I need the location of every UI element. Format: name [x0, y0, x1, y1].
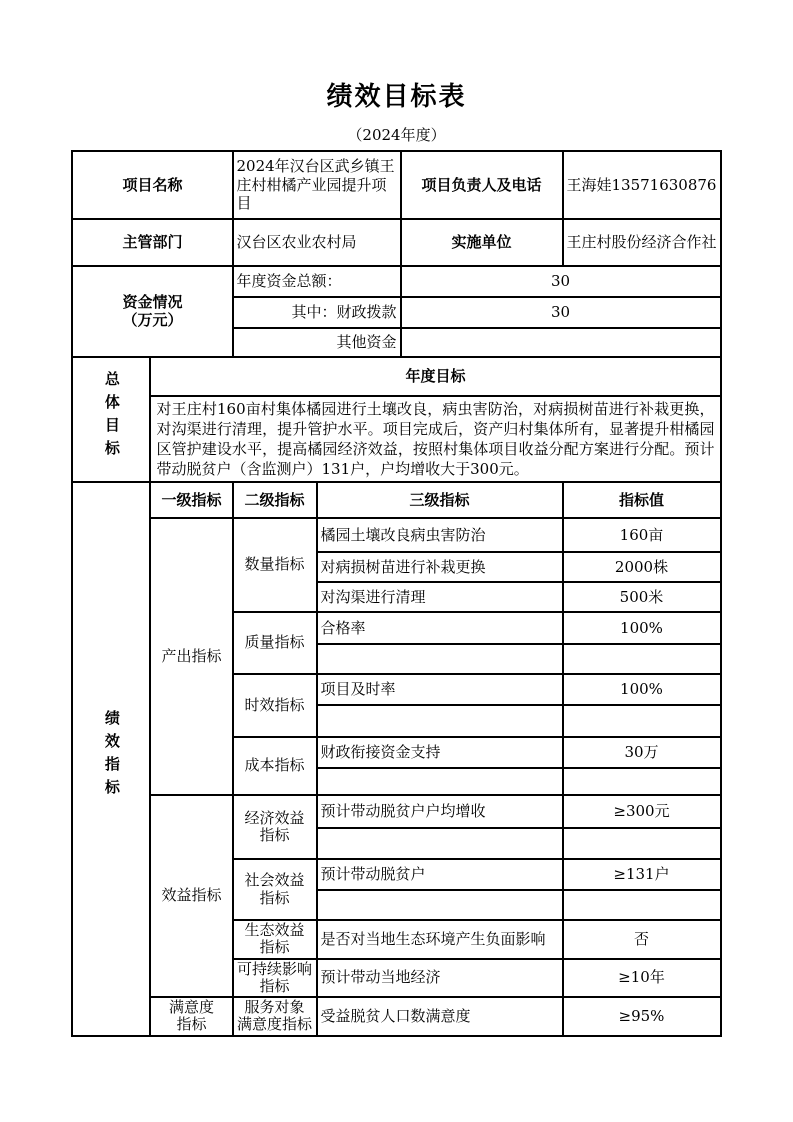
indicator-value: 160亩 — [563, 518, 721, 552]
level2-timeliness — [233, 674, 317, 737]
indicator-name: 是否对当地生态环境产生负面影响 — [317, 920, 563, 959]
indicator-name — [317, 705, 563, 737]
table-row — [72, 151, 720, 219]
indicator-name: 预计带动脱贫户户均增收 — [317, 795, 563, 828]
indicator-name: 预计带动当地经济 — [317, 959, 563, 998]
annual-goal-content: 对王庄村160亩村集体橘园进行土壤改良，病虫害防治，对病损树苗进行补栽更换，对沟渠进行清理，提升管护水平。项目完成后，资产归村集体所有，显著提升柑橘园区管护建设水平，提高橘园经济效益，按照村集体项目收益分配方案进行分配。预计带动脱贫户（含监测户）131户，户均增收大于300元。 — [150, 396, 720, 482]
level1-satisfaction-line2: 指标 — [176, 1015, 207, 1034]
funding-total-label: 年度资金总额： — [233, 266, 401, 297]
level2-timeliness-line1: 时效指标 — [244, 695, 305, 714]
funding-other-label: 其他资金 — [233, 328, 401, 357]
indicator-value: 30万 — [563, 737, 721, 768]
level1-output — [150, 518, 232, 795]
indicator-name: 对病损树苗进行补栽更换 — [317, 552, 563, 582]
level2-ecological — [233, 920, 317, 959]
indicator-name — [317, 890, 563, 920]
level1-benefit — [150, 795, 232, 997]
level2-social-line1: 社会效益 — [244, 871, 305, 890]
indicator-name — [317, 644, 563, 674]
indicators-label-text: 绩效指标 — [102, 710, 121, 803]
indicator-name: 橘园土壤改良病虫害防治 — [317, 518, 563, 552]
level2-quality — [233, 612, 317, 674]
header-level2: 二级指标 — [233, 482, 317, 518]
indicator-name — [317, 768, 563, 795]
performance-target-table — [71, 150, 721, 1037]
annual-goal-header: 年度目标 — [150, 357, 720, 396]
overall-goal-label — [72, 357, 150, 482]
level2-ecological-line1: 生态效益 — [244, 921, 305, 939]
funding-label-line2: （万元） — [122, 310, 183, 329]
department-label: 主管部门 — [72, 219, 232, 266]
level2-service-satisfaction-line1: 服务对象 — [244, 998, 305, 1016]
indicator-value: 2000株 — [563, 552, 721, 582]
department-value: 汉台区农业农村局 — [233, 219, 401, 266]
indicator-name: 财政衔接资金支持 — [317, 737, 563, 768]
level2-sustainable — [233, 959, 317, 998]
indicator-value: ≥10年 — [563, 959, 721, 998]
header-level3: 三级指标 — [317, 482, 563, 518]
table-row — [72, 396, 720, 482]
level1-satisfaction-line1: 满意度 — [168, 998, 214, 1016]
level2-service-satisfaction — [233, 997, 317, 1036]
indicator-value — [563, 828, 721, 859]
indicator-name — [317, 828, 563, 859]
leader-label: 项目负责人及电话 — [401, 151, 563, 219]
indicator-name: 对沟渠进行清理 — [317, 582, 563, 612]
table-row — [72, 266, 720, 297]
table-row — [72, 997, 720, 1036]
overall-goal-label-text: 总体目标 — [102, 371, 121, 464]
header-value: 指标值 — [563, 482, 721, 518]
indicators-label — [72, 482, 150, 1036]
level2-social — [233, 859, 317, 920]
funding-total-value: 30 — [401, 266, 721, 297]
level2-sustainable-line2: 指标 — [259, 976, 290, 995]
level1-satisfaction — [150, 997, 232, 1036]
level2-ecological-line2: 指标 — [259, 938, 290, 957]
indicator-name: 预计带动脱贫户 — [317, 859, 563, 890]
table-row — [72, 219, 720, 266]
implement-label: 实施单位 — [401, 219, 563, 266]
indicator-value: 100% — [563, 612, 721, 644]
level2-service-satisfaction-line2: 满意度指标 — [236, 1015, 312, 1034]
funding-label-line1: 资金情况 — [122, 293, 183, 312]
page-title: 绩效目标表 — [326, 82, 467, 112]
table-row — [72, 357, 720, 396]
level2-quantity — [233, 518, 317, 612]
indicator-name: 受益脱贫人口数满意度 — [317, 997, 563, 1036]
level2-quality-line1: 质量指标 — [244, 633, 305, 652]
leader-value: 王海娃13571630876 — [563, 151, 721, 219]
table-row — [72, 518, 720, 552]
indicator-value — [563, 644, 721, 674]
indicator-value — [563, 768, 721, 795]
table-row — [72, 482, 720, 518]
level2-sustainable-line1: 可持续影响 — [236, 959, 312, 978]
indicator-name: 项目及时率 — [317, 674, 563, 705]
level2-social-line2: 指标 — [259, 888, 290, 907]
indicator-value: ≥95% — [563, 997, 721, 1036]
funding-other-value — [401, 328, 721, 357]
level2-cost-line1: 成本指标 — [244, 756, 305, 775]
header-level1: 一级指标 — [150, 482, 232, 518]
page-subtitle: （2024年度） — [347, 126, 446, 144]
level2-economic-line2: 指标 — [259, 826, 290, 844]
table-row — [72, 795, 720, 828]
indicator-value: ≥131户 — [563, 859, 721, 890]
indicator-name: 合格率 — [317, 612, 563, 644]
indicator-value: 否 — [563, 920, 721, 959]
level2-quantity-line1: 数量指标 — [244, 555, 305, 574]
funding-fiscal-value: 30 — [401, 297, 721, 328]
indicator-value — [563, 705, 721, 737]
project-name-value: 2024年汉台区武乡镇王庄村柑橘产业园提升项目 — [233, 151, 401, 219]
level2-economic — [233, 795, 317, 859]
funding-label — [72, 266, 232, 357]
project-name-label: 项目名称 — [72, 151, 232, 219]
implement-value: 王庄村股份经济合作社 — [563, 219, 721, 266]
indicator-value: 500米 — [563, 582, 721, 612]
level2-cost — [233, 737, 317, 795]
level2-economic-line1: 经济效益 — [244, 808, 305, 827]
level1-benefit-line1: 效益指标 — [161, 886, 222, 905]
funding-fiscal-label: 其中：财政拨款 — [233, 297, 401, 328]
indicator-value — [563, 890, 721, 920]
indicator-value: ≥300元 — [563, 795, 721, 828]
level1-output-line1: 产出指标 — [161, 646, 222, 665]
indicator-value: 100% — [563, 674, 721, 705]
